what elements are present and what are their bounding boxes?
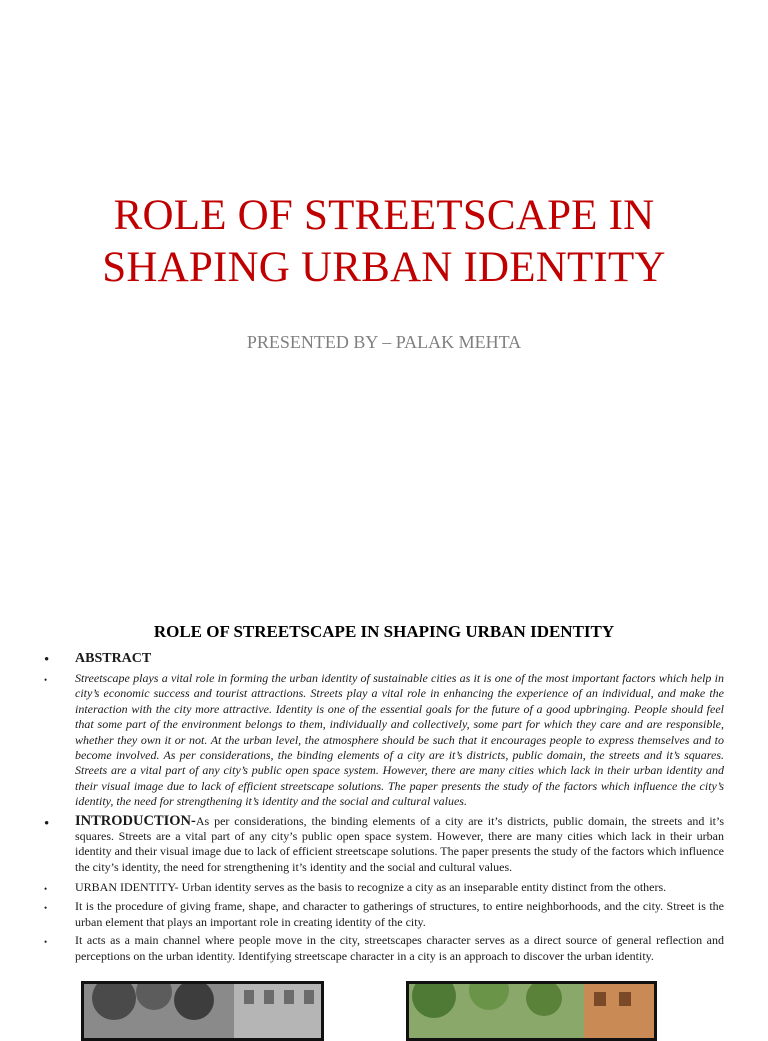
content-slide-heading: ROLE OF STREETSCAPE IN SHAPING URBAN IDENTITY [153, 622, 615, 641]
introduction-paragraph [75, 814, 724, 876]
introduction-text: As per considerations, the binding elements of a city are it’s districts, public domain, the streets and it’s squares. Streets are a vital part of any city’s public open space system. However, there are many cities which lack in their urban identity and their visual image due to lack of efficient streetscape solutions. The paper presents the study of the factors which influence the city’s identity, the need for strengthening it’s identity and the social and cultural values. [75, 813, 724, 874]
list-item-abstract-text [44, 671, 724, 810]
title-line-1: ROLE OF STREETSCAPE IN [113, 192, 655, 239]
list-item-channel [44, 933, 724, 964]
list-item-urban-identity [44, 880, 724, 896]
slide-title [0, 190, 768, 294]
title-line-2: SHAPING URBAN IDENTITY [102, 244, 666, 291]
bullet-icon: • [44, 675, 48, 685]
street-photo-color [406, 981, 657, 1041]
list-item-abstract-heading [44, 650, 724, 669]
bullet-icon: • [44, 903, 48, 914]
presenter-subtitle: PRESENTED BY – PALAK MEHTA [246, 332, 522, 352]
abstract-text: Streetscape plays a vital role in forming the urban identity of sustainable cities as it is one of the most important factors which help in city’s economic success and tourist attractions. Streets play a vital role in enhancing the experience of an individual, and make the interaction with the city more attractive. Identity is one of the essential goals for the future of a good upbringing. People should feel that some part of the environment belongs to them, individually and collectively, some part for which they care and are responsible, whether they own it or not. At the urban level, the atmosphere should be such that it encourages people to express themselves and to become involved. As per considerations, the binding elements of a city are it’s districts, public domain, the streets and it’s squares. Streets are a vital part of any city’s public open space system. However, there are many cities which lack in their urban identity and their visual image due to lack of efficient streetscape solutions. The paper presents the study of the factors which influence the city’s identity, the need for strengthening it’s identity and the social and cultural values. [75, 671, 724, 809]
bullet-icon: • [44, 937, 48, 948]
abstract-title: ABSTRACT [75, 651, 152, 666]
channel-text: It acts as a main channel where people move in the city, streetscapes character serves as a direct source of general reflection and perceptions on the urban identity. Identifying streetscape character in a city is an approach to discover the urban identity. [75, 933, 724, 963]
introduction-label: INTRODUCTION- [75, 812, 196, 829]
bullet-icon: • [44, 652, 50, 668]
procedure-text: It is the procedure of giving frame, shape, and character to gatherings of structures, to entire neighborhoods, and the city. Street is the urban element that plays an important role in creating identity of the city. [75, 899, 724, 929]
bullet-list [44, 650, 724, 964]
bullet-icon: • [44, 884, 48, 895]
list-item-introduction [44, 814, 724, 876]
list-item-procedure [44, 899, 724, 930]
bullet-icon: • [44, 815, 50, 832]
street-photo-bw [81, 981, 324, 1041]
urban-identity-text: URBAN IDENTITY- Urban identity serves as the basis to recognize a city as an inseparable entity distinct from the others. [75, 880, 667, 895]
